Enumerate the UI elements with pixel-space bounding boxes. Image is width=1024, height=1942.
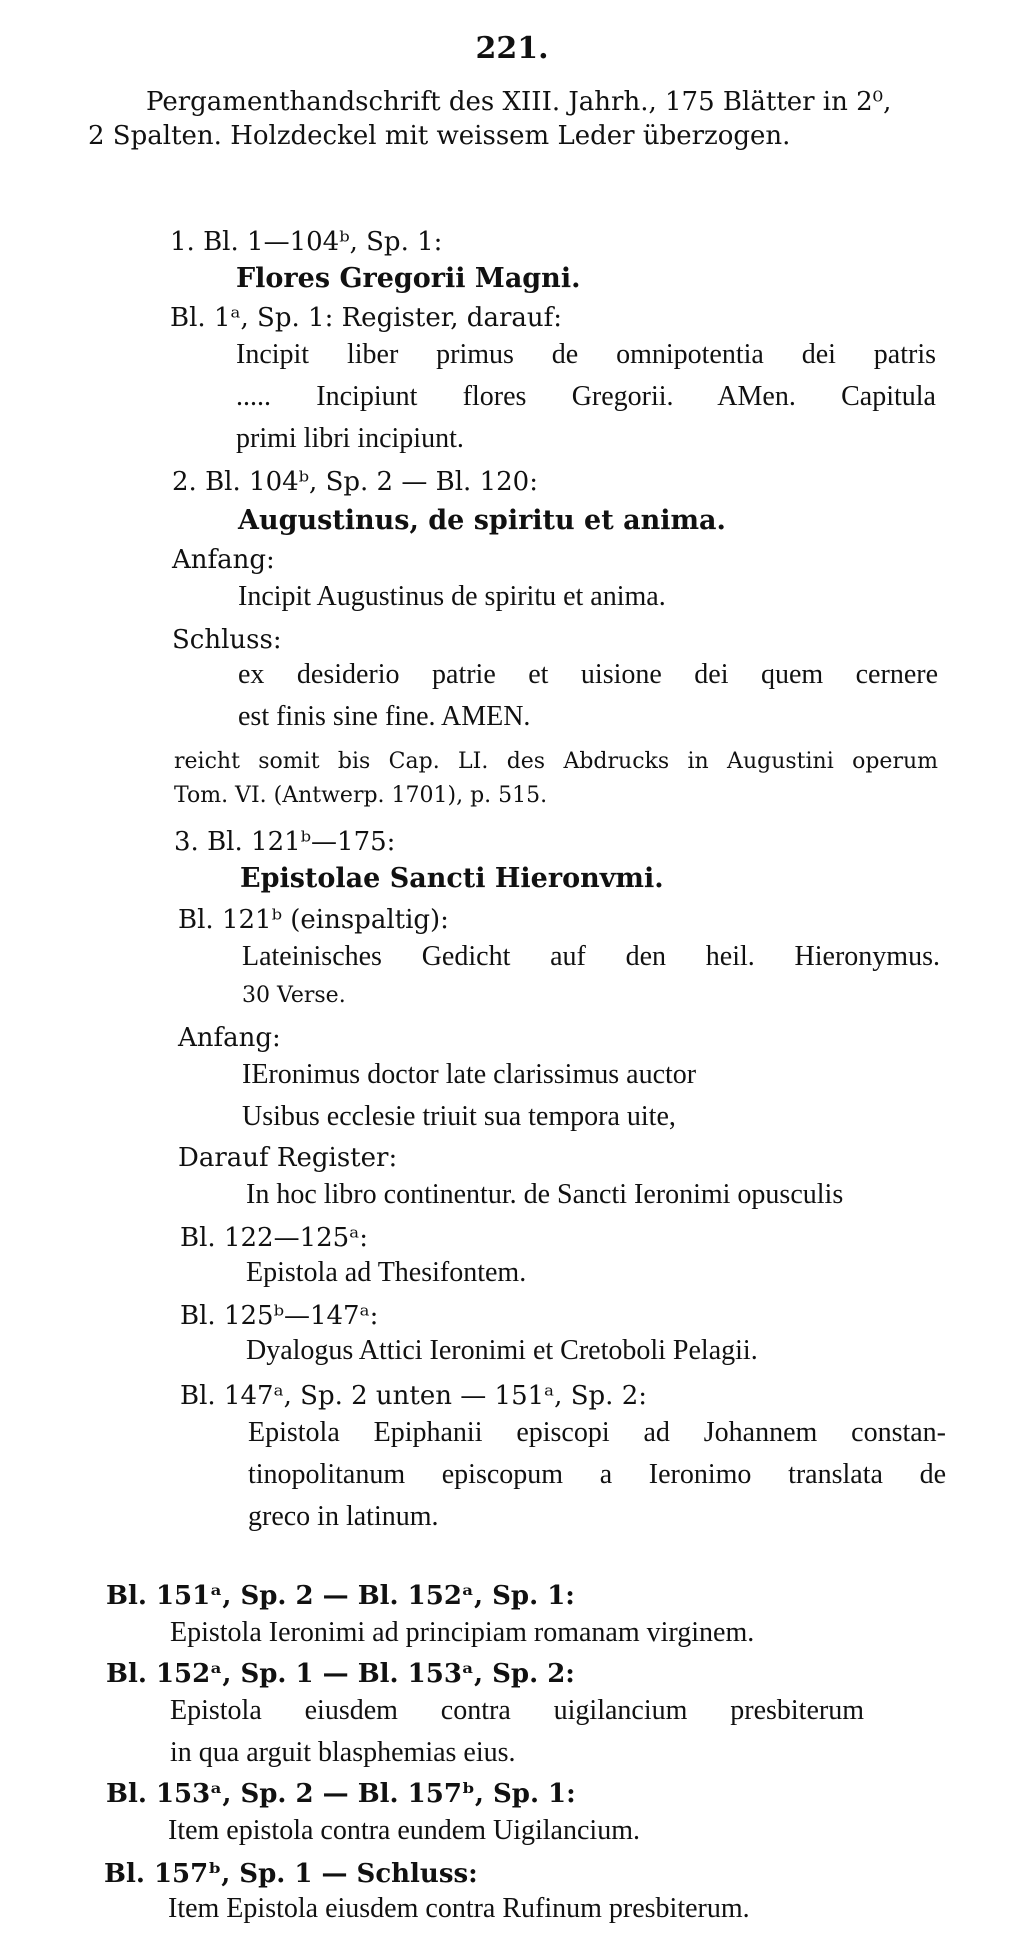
lower-4-text: Item Epistola eiusdem contra Rufinum presbiterum.: [168, 1893, 750, 1924]
entry-3-title: Epistolae Sancti Hieronvmi.: [240, 863, 664, 894]
lower-3-reference: Bl. 153ᵃ, Sp. 2 — Bl. 157ᵇ, Sp. 1:: [106, 1779, 576, 1809]
entry-1-text-line-1: Incipit liber primus de omnipotentia dei patris: [236, 339, 936, 370]
lower-2-reference: Bl. 152ᵃ, Sp. 1 — Bl. 153ᵃ, Sp. 2:: [106, 1659, 575, 1689]
entry-3-register-label: Darauf Register:: [178, 1143, 398, 1173]
lower-2-text-line-2: in qua arguit blasphemias eius.: [170, 1737, 516, 1768]
entry-2-anfang-label: Anfang:: [172, 545, 275, 575]
entry-3-sub-2-text: Epistola ad Thesifontem.: [246, 1257, 527, 1288]
entry-2-anfang-text: Incipit Augustinus de spiritu et anima.: [238, 581, 666, 612]
entry-3-sub-4-text-line-3: greco in latinum.: [248, 1501, 439, 1532]
entry-1-text-line-3: primi libri incipiunt.: [236, 423, 464, 454]
entry-3-sub-4-text-line-1: Epistola Epiphanii episcopi ad Johannem constan-: [248, 1417, 946, 1448]
entry-1-subheading: Bl. 1ᵃ, Sp. 1: Register, darauf:: [170, 303, 563, 333]
lower-1-text: Epistola Ieronimi ad principiam romanam virginem.: [170, 1617, 755, 1648]
entry-3-anfang-text-line-2: Usibus ecclesie triuit sua tempora uite,: [242, 1101, 676, 1132]
lower-4-reference: Bl. 157ᵇ, Sp. 1 — Schluss:: [104, 1859, 478, 1889]
entry-1-reference: 1. Bl. 1—104ᵇ, Sp. 1:: [170, 227, 443, 257]
entry-3-anfang-text-line-1: IEronimus doctor late clarissimus auctor: [242, 1059, 697, 1090]
page-number: 221.: [475, 31, 549, 66]
entry-3-sub-1: Bl. 121ᵇ (einspaltig):: [178, 905, 449, 935]
entry-2-note-line-1: reicht somit bis Cap. LI. des Abdrucks in Augustini operum: [174, 749, 938, 774]
entry-3-reference: 3. Bl. 121ᵇ—175:: [174, 827, 396, 857]
header-line-2: 2 Spalten. Holzdeckel mit weissem Leder überzogen.: [88, 121, 791, 151]
entry-2-title: Augustinus, de spiritu et anima.: [238, 505, 726, 536]
entry-2-reference: 2. Bl. 104ᵇ, Sp. 2 — Bl. 120:: [172, 467, 538, 497]
entry-3-sub-1-text: Lateinisches Gedicht auf den heil. Hieronymus.: [242, 941, 940, 972]
header-line-1: Pergamenthandschrift des XIII. Jahrh., 175 Blätter in 2⁰,: [146, 87, 892, 117]
entry-3-sub-4: Bl. 147ᵃ, Sp. 2 unten — 151ᵃ, Sp. 2:: [180, 1381, 647, 1411]
entry-3-sub-3: Bl. 125ᵇ—147ᵃ:: [180, 1301, 379, 1331]
entry-3-sub-2: Bl. 122—125ᵃ:: [180, 1223, 368, 1253]
entry-3-sub-1-verse: 30 Verse.: [242, 983, 346, 1008]
entry-3-anfang-label: Anfang:: [178, 1023, 281, 1053]
entry-2-schluss-text-line-1: ex desiderio patrie et uisione dei quem cernere: [238, 659, 938, 690]
entry-2-schluss-text-line-2: est finis sine fine. AMEN.: [238, 701, 531, 732]
entry-3-register-text: In hoc libro continentur. de Sancti Ieronimi opusculis: [246, 1179, 844, 1210]
lower-1-reference: Bl. 151ᵃ, Sp. 2 — Bl. 152ᵃ, Sp. 1:: [106, 1581, 575, 1611]
entry-1-text-line-2: ..... Incipiunt flores Gregorii. AMen. Capitula: [236, 381, 936, 412]
entry-1-title: Flores Gregorii Magni.: [236, 263, 581, 294]
entry-2-schluss-label: Schluss:: [172, 625, 282, 655]
entry-3-sub-4-text-line-2: tinopolitanum episcopum a Ieronimo translata de: [248, 1459, 946, 1490]
lower-3-text: Item epistola contra eundem Uigilancium.: [168, 1815, 640, 1846]
entry-2-note-line-2: Tom. VI. (Antwerp. 1701), p. 515.: [174, 783, 548, 808]
lower-2-text-line-1: Epistola eiusdem contra uigilancium presbiterum: [170, 1695, 864, 1726]
entry-3-sub-3-text: Dyalogus Attici Ieronimi et Cretoboli Pelagii.: [246, 1335, 758, 1366]
